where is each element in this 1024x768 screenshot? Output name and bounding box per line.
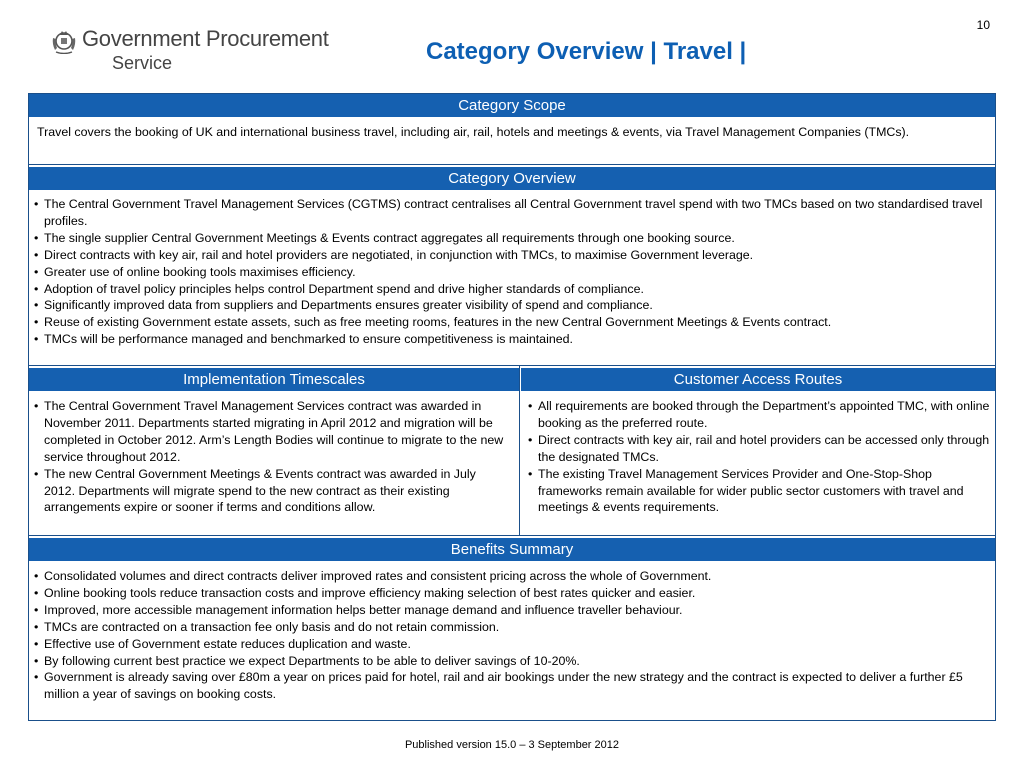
list-item: • Online booking tools reduce transaction costs and improve efficiency making selection of best rates quicker and easier.	[32, 585, 986, 602]
list-item: • Reuse of existing Government estate assets, such as free meeting rooms, features in the new Central Government Meetings & Events contract.	[32, 314, 986, 331]
category-overview-box	[32, 196, 986, 348]
list-item: • Government is already saving over £80m a year on prices paid for hotel, rail and air bookings under the new strategy and the contract is expected to deliver a further £5 million a year of savings on booking costs.	[32, 669, 986, 703]
page-title: Category Overview | Travel |	[426, 38, 747, 65]
benefits-summary-header: Benefits Summary	[29, 538, 995, 561]
list-item: • The new Central Government Meetings & Events contract was awarded in July 2012. Departments will migrate spend to the new contract as their existing arrangements expire or sooner if terms and conditions allow.	[32, 466, 510, 517]
list-item: • Consolidated volumes and direct contracts deliver improved rates and consistent pricing across the whole of Government.	[32, 568, 986, 585]
column-divider	[519, 366, 520, 536]
divider	[29, 164, 995, 165]
list-item: • Improved, more accessible management information helps better manage demand and influence traveller behaviour.	[32, 602, 986, 619]
customer-access-routes-box	[526, 398, 992, 516]
list-item: • All requirements are booked through the Department’s appointed TMC, with online booking as the preferred route.	[526, 398, 992, 432]
divider	[29, 535, 995, 536]
list-item: • TMCs will be performance managed and benchmarked to ensure competitiveness is maintained.	[32, 331, 986, 348]
logo-line-1: Government Procurement	[82, 26, 329, 51]
list-item: • The single supplier Central Government Meetings & Events contract aggregates all requirements through one booking source.	[32, 230, 986, 247]
divider	[29, 365, 995, 366]
implementation-timescales-box	[32, 398, 510, 516]
list-item: • The Central Government Travel Management Services (CGTMS) contract centralises all Central Government travel spend with two TMCs based on two standardised travel profiles.	[32, 196, 986, 230]
list-item: • Adoption of travel policy principles helps control Department spend and drive higher standards of compliance.	[32, 281, 986, 298]
list-item: • Direct contracts with key air, rail and hotel providers can be accessed only through the designated TMCs.	[526, 432, 992, 466]
implementation-timescales-header: Implementation Timescales	[29, 368, 519, 391]
list-item: • Effective use of Government estate reduces duplication and waste.	[32, 636, 986, 653]
list-item: • Greater use of online booking tools maximises efficiency.	[32, 264, 986, 281]
page-number: 10	[976, 18, 990, 32]
implementation-timescales-list	[32, 398, 510, 516]
customer-access-routes-list	[526, 398, 992, 516]
logo	[50, 28, 329, 72]
list-item: • Significantly improved data from suppliers and Departments ensures greater visibility of spend and compliance.	[32, 297, 986, 314]
category-overview-list	[32, 196, 986, 348]
benefits-summary-box	[32, 568, 986, 703]
footer-version: Published version 15.0 – 3 September 2012	[404, 739, 620, 751]
logo-line-2: Service	[112, 53, 173, 73]
list-item: • The Central Government Travel Management Services contract was awarded in November 2011. Departments started migrating in April 2012 and migration will be completed in October 2012. Arm’s Length Bodies will continue to migrate to the new service throughout 2012.	[32, 398, 510, 466]
category-overview-header: Category Overview	[29, 167, 995, 190]
list-item: • By following current best practice we expect Departments to be able to deliver savings of 10-20%.	[32, 653, 986, 670]
benefits-summary-list	[32, 568, 986, 703]
list-item: • TMCs are contracted on a transaction fee only basis and do not retain commission.	[32, 619, 986, 636]
list-item: • Direct contracts with key air, rail and hotel providers are negotiated, in conjunction with TMCs, to maximise Government leverage.	[32, 247, 986, 264]
royal-crest-icon	[50, 28, 78, 54]
category-scope-text: Travel covers the booking of UK and international business travel, including air, rail, hotels and meetings & events, via Travel Management Companies (TMCs).	[37, 125, 910, 139]
customer-access-routes-header: Customer Access Routes	[521, 368, 995, 391]
list-item: • The existing Travel Management Services Provider and One-Stop-Shop frameworks remain available for wider public sector customers with travel and meetings & events requirements.	[526, 466, 992, 517]
category-scope-header: Category Scope	[29, 94, 995, 117]
